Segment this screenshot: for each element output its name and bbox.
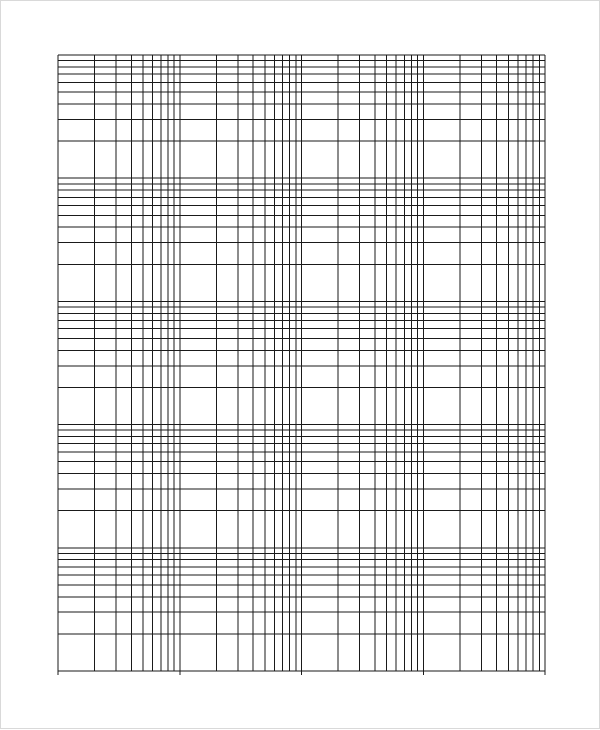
log-log-grid	[1, 1, 600, 730]
